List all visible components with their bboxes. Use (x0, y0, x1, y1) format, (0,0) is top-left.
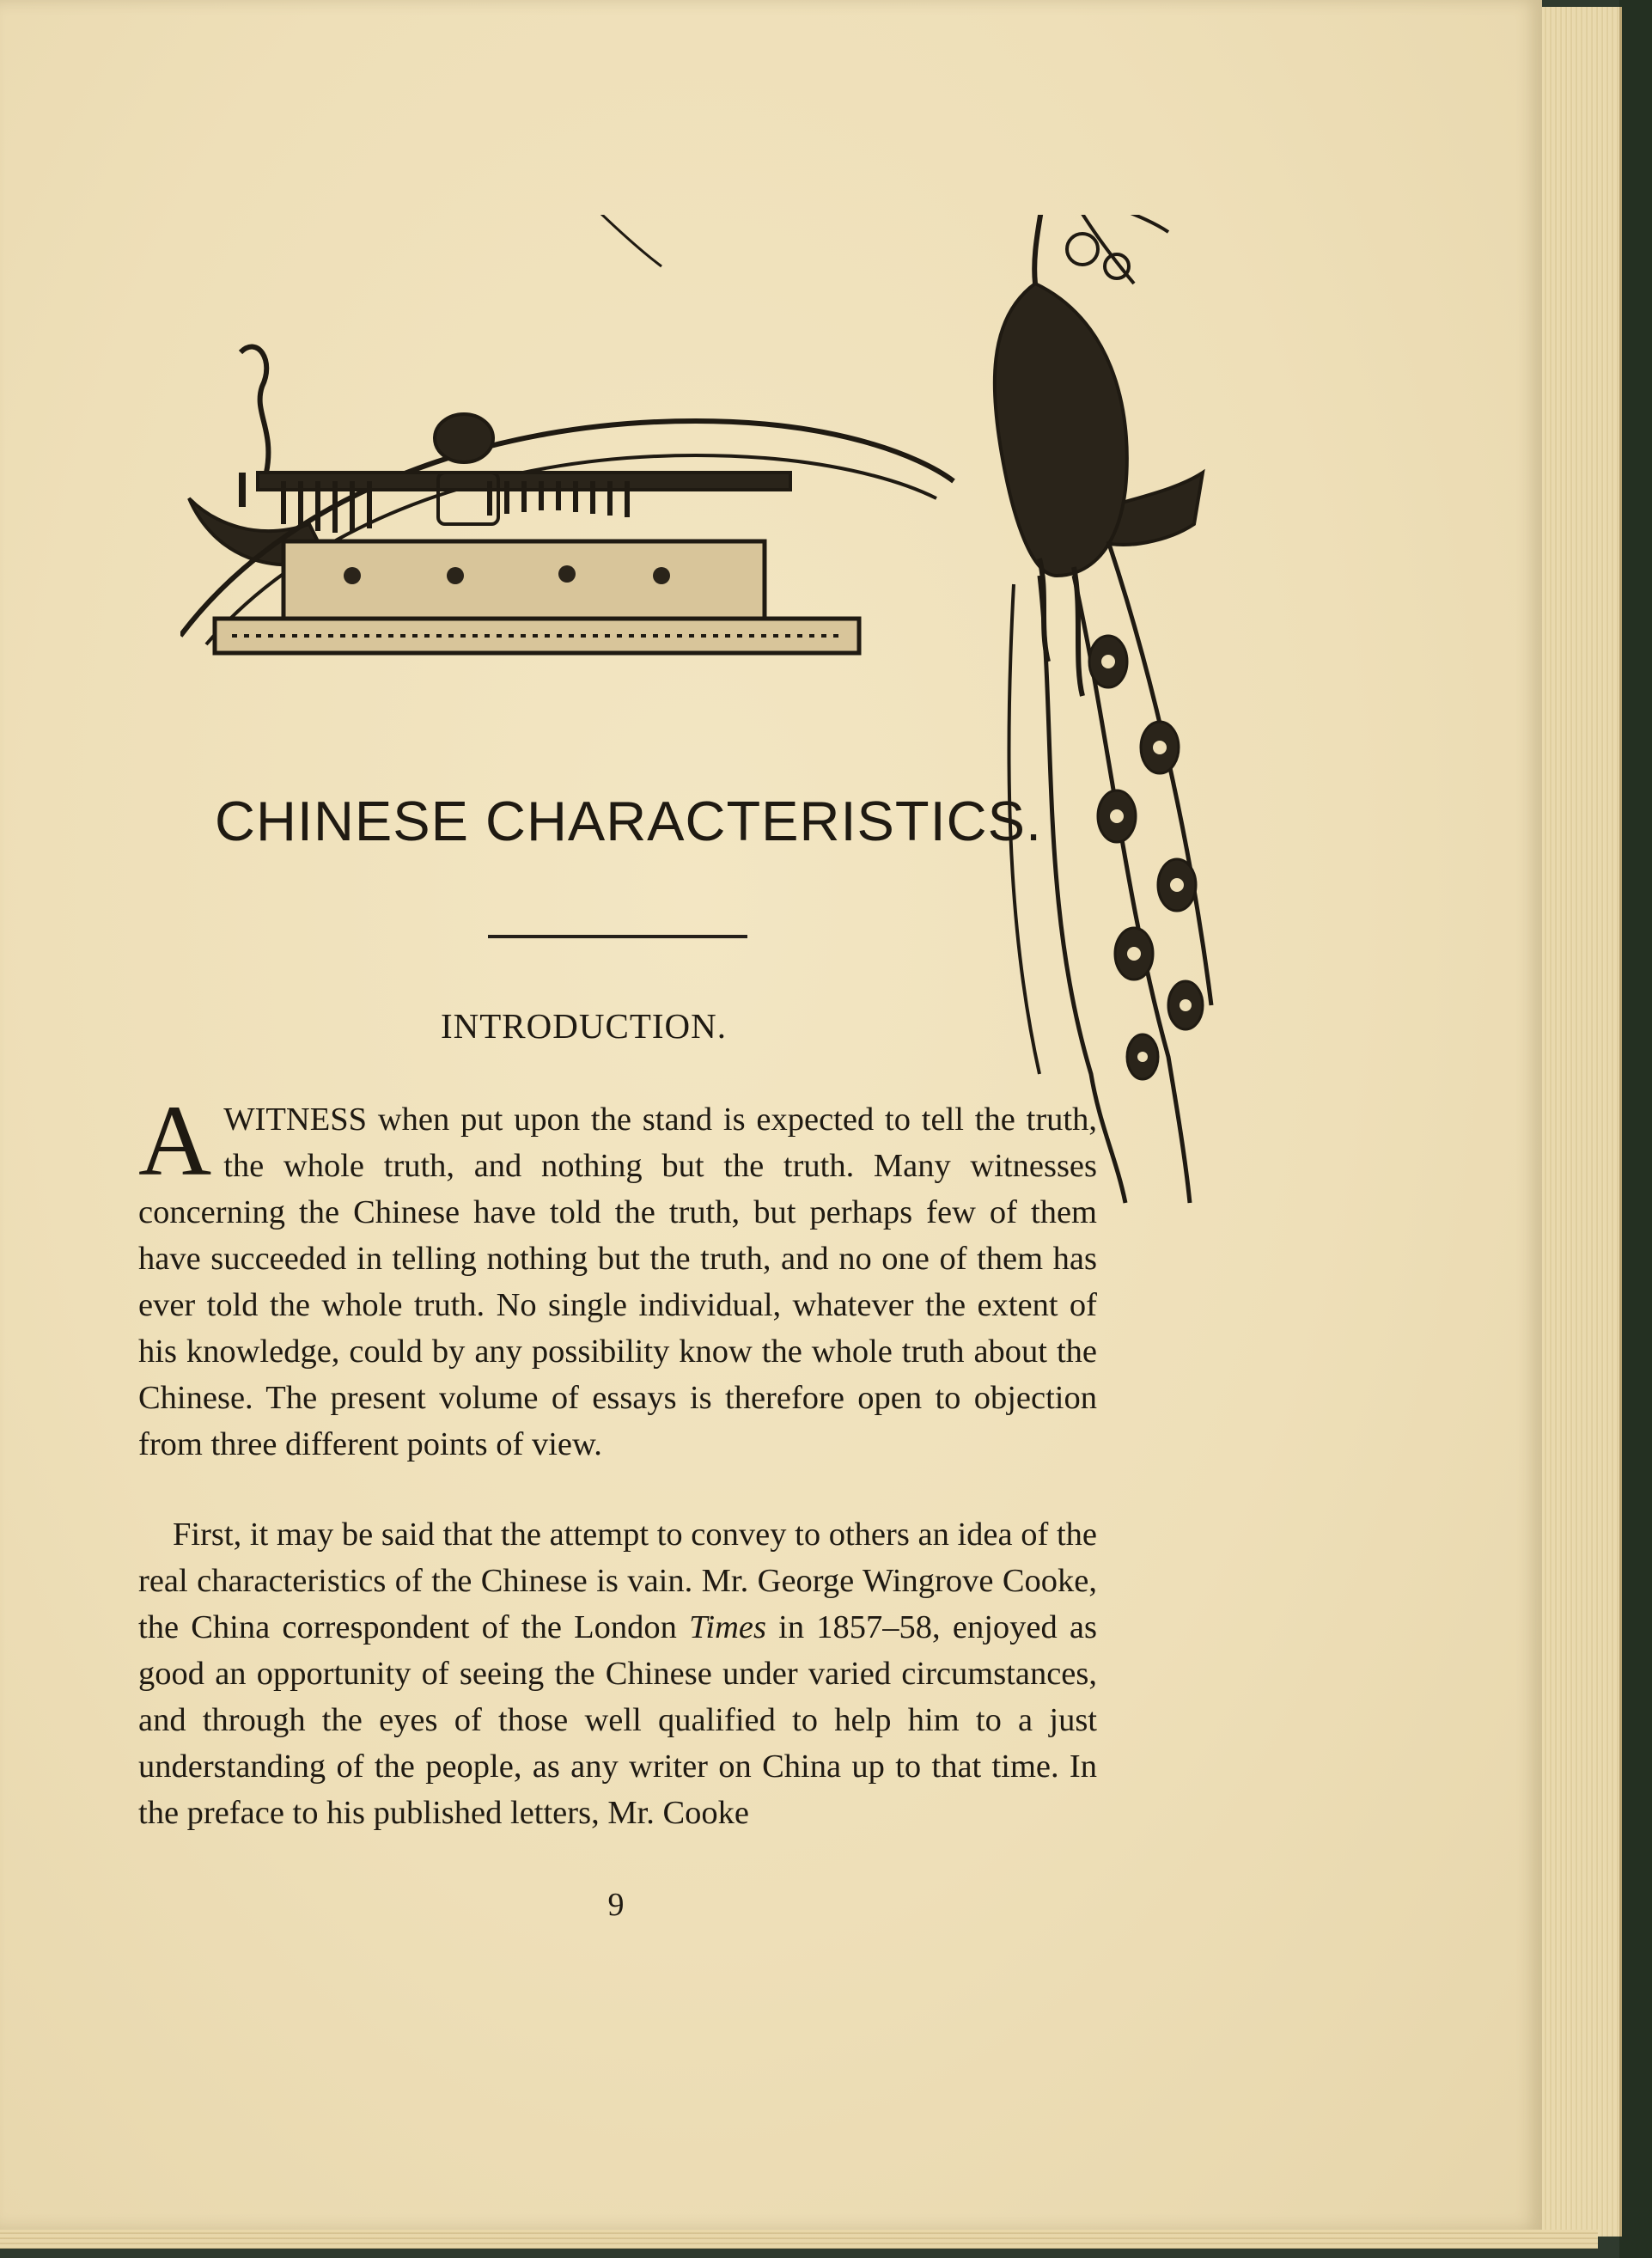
paragraph-1-text: WITNESS when put upon the stand is expected to tell the truth, the whole truth, and nothing but the truth. Many witnesses concerning the Chinese have told the truth, but perhaps few of them have succeeded in telling nothing but the truth, and no one of them has ever told the whole truth. No single individual, whatever the extent of his knowledge, could by any possibility know the whole truth about the Chinese. The present volume of essays is therefore open to objection from three different points of view. (138, 1102, 1097, 1462)
body-paragraph-2 (138, 1511, 1097, 1836)
paragraph-2-text-end: in 1857–58, enjoyed as good an opportunity of seeing the Chinese under varied circumstances, and through the eyes of those well qualified to help him to a just understanding of the people, as any writer on China up to that time. In the preface to his published letters, Mr. Cooke (138, 1609, 1097, 1831)
peacock-gate-illustration (180, 215, 1297, 1229)
cherry-blossom-branch-left (545, 215, 661, 266)
title-rule-divider (488, 935, 747, 938)
body-paragraph-1 (138, 1084, 1097, 1468)
bottom-page-edges (0, 2230, 1598, 2249)
gate-finial-pot (435, 414, 493, 462)
italic-newspaper-name: Times (689, 1609, 766, 1645)
drop-cap: A (138, 1084, 212, 1197)
page-edges (1542, 7, 1622, 2237)
peacock-eye-feathers (1089, 636, 1203, 1079)
cherry-blossom-branch-right (1039, 215, 1168, 284)
book-title: CHINESE CHARACTERISTICS. (215, 790, 1043, 852)
page-number: 9 (607, 1887, 625, 1923)
chapter-heading: INTRODUCTION. (441, 1006, 727, 1046)
paragraph-2-text-start: First, it may be said that the attempt to convey to others an idea of the real characteristics of the Chinese is vain. Mr. George Wingrove Cooke, the China correspondent of the London (138, 1517, 1097, 1645)
peacock (979, 215, 1211, 1203)
gate-finial-left (241, 347, 268, 473)
book-binding (1619, 0, 1652, 2258)
